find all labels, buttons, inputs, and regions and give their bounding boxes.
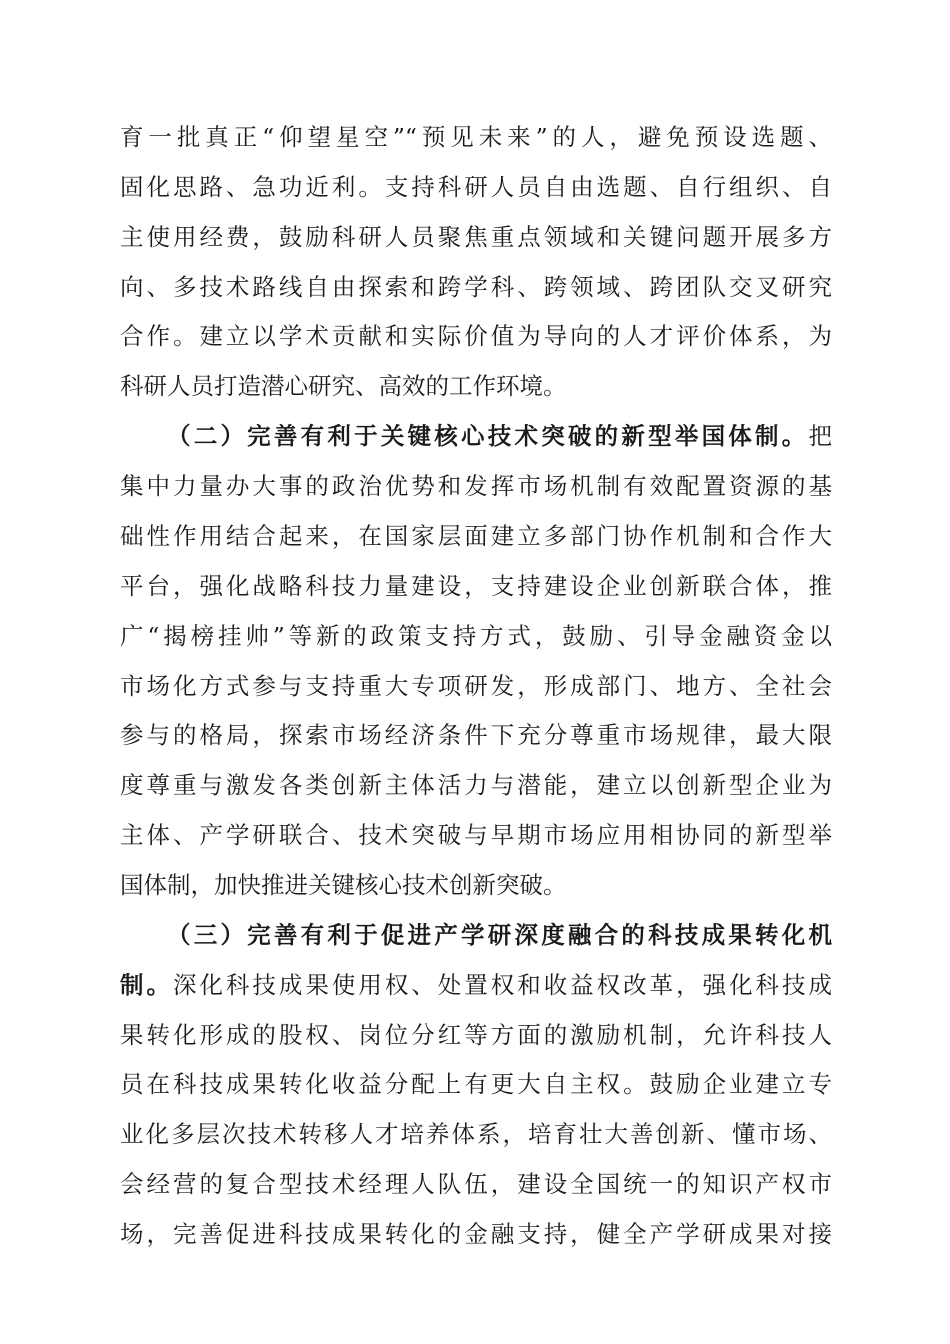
section-heading-line bbox=[167, 915, 832, 955]
body-line: 础性作用结合起来，在国家层面建立多部门协作机制和合作大 bbox=[120, 522, 832, 550]
section-heading: （三）完善有利于促进产学研深度融合的科技成果转化机 bbox=[167, 921, 832, 949]
body-line: 固化思路、急功近利。支持科研人员自由选题、自行组织、自 bbox=[120, 173, 832, 201]
body-line: 业化多层次技术转移人才培养体系，培育壮大善创新、懂市场、 bbox=[120, 1120, 832, 1148]
body-line: 主体、产学研联合、技术突破与早期市场应用相协同的新型举 bbox=[120, 821, 832, 849]
body-line: 场，完善促进科技成果转化的金融支持，健全产学研成果对接 bbox=[120, 1220, 832, 1248]
body-line: 广“揭榜挂帅”等新的政策支持方式，鼓励、引导金融资金以 bbox=[120, 622, 832, 650]
body-text: 深化科技成果使用权、处置权和收益权改革，强化科技成 bbox=[172, 971, 833, 999]
body-line: 科研人员打造潜心研究、高效的工作环境。 bbox=[120, 372, 567, 400]
body-line: 集中力量办大事的政治优势和发挥市场机制有效配置资源的基 bbox=[120, 472, 832, 500]
body-line: 果转化形成的股权、岗位分红等方面的激励机制，允许科技人 bbox=[120, 1021, 832, 1049]
body-line: 主使用经费，鼓励科研人员聚焦重点领域和关键问题开展多方 bbox=[120, 223, 832, 251]
body-line: 国体制，加快推进关键核心技术创新突破。 bbox=[120, 871, 567, 899]
body-line: 向、多技术路线自由探索和跨学科、跨领域、跨团队交叉研究 bbox=[120, 273, 832, 301]
body-line: 度尊重与激发各类创新主体活力与潜能，建立以创新型企业为 bbox=[120, 771, 832, 799]
section-heading: （二）完善有利于关键核心技术突破的新型举国体制。 bbox=[167, 422, 809, 450]
section-heading-line bbox=[167, 416, 832, 456]
body-line: 市场化方式参与支持重大专项研发，形成部门、地方、全社会 bbox=[120, 672, 832, 700]
body-line bbox=[120, 965, 832, 1005]
body-line: 合作。建立以学术贡献和实际价值为导向的人才评价体系，为 bbox=[120, 322, 832, 350]
body-line: 育一批真正“仰望星空”“预见未来”的人，避免预设选题、 bbox=[120, 123, 832, 151]
body-line: 会经营的复合型技术经理人队伍，建设全国统一的知识产权市 bbox=[120, 1170, 832, 1198]
section-heading-end: 制。 bbox=[120, 971, 173, 999]
body-line: 员在科技成果转化收益分配上有更大自主权。鼓励企业建立专 bbox=[120, 1070, 832, 1098]
body-line: 参与的格局，探索市场经济条件下充分尊重市场规律，最大限 bbox=[120, 721, 832, 749]
body-line: 平台，强化战略科技力量建设，支持建设企业创新联合体，推 bbox=[120, 572, 832, 600]
body-text: 把 bbox=[808, 422, 832, 450]
